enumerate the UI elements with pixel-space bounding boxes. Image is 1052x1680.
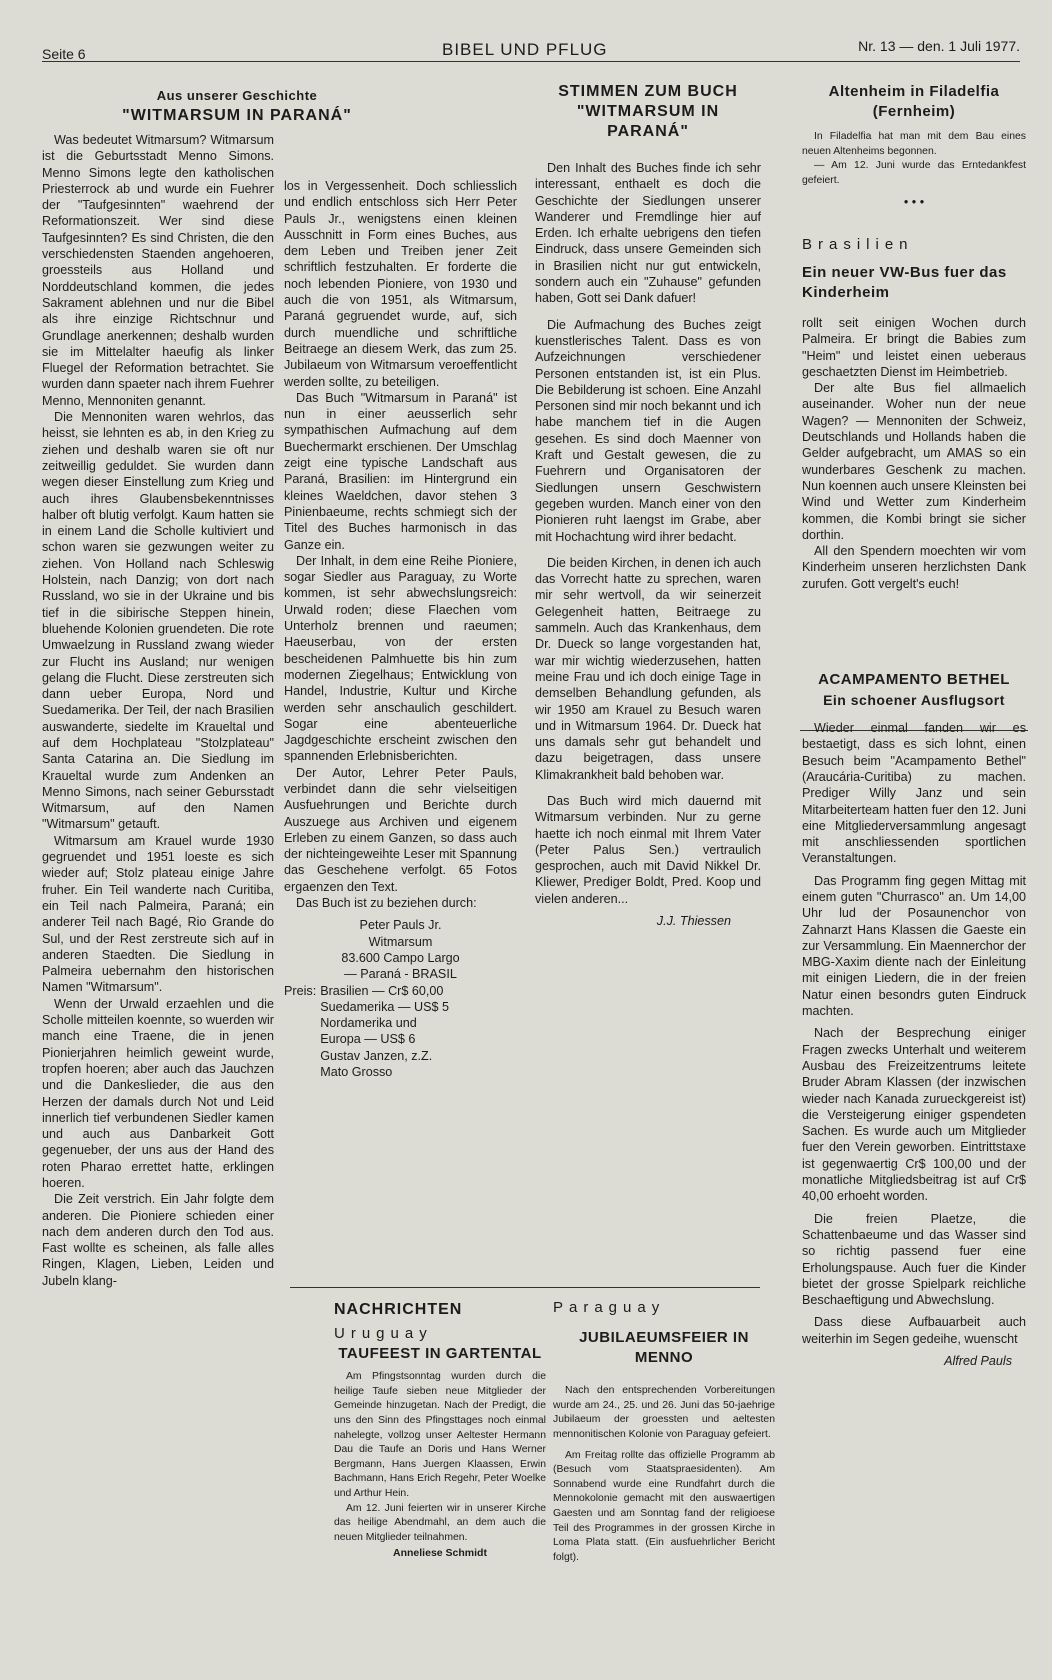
history-paragraph: Das Buch ist zu beziehen durch: (296, 896, 477, 911)
order-address-line: 83.600 Campo Largo (341, 950, 460, 965)
paraguay-paragraph: Am Freitag rollte das offizielle Programm ab (Besuch vom Staatspraesidenten). Am Sonnabend wurde eine Rundfahrt durch die Mennokolonie gemacht mit den auswaertigen Gaesten und am Sonntag fand der religioese Teil des Programmes in der grossen Kirche in Loma Plata statt. (Ein ausfuehrlicher Bericht folgt). (553, 1449, 775, 1563)
history-paragraph: Das Buch "Witmarsum in Paraná" ist nun in einer aeusserlich sehr sympathischen Aufmachung auf dem Buechermarkt erschienen. Der Umschlag zeigt eine typische Landschaft aus Paraná, Brasilien: im Hintergrund ein kleines Waeldchen, davor stehen 3 Pinienbaeume, rechts schmiegt sich der Titel des Buches harmonisch in das Ganze ein. (284, 390, 517, 552)
order-address-line: — Paraná - BRASIL (344, 967, 457, 982)
history-kicker: Aus unserer Geschichte (156, 88, 318, 103)
page-number: Seite 6 (42, 46, 86, 62)
altenheim-paragraph: — Am 12. Juni wurde das Erntedankfest gefeiert. (802, 160, 1026, 186)
paraguay-title: JUBILAEUMSFEIER IN MENNO (579, 1329, 749, 1367)
news-paragraph: Am 12. Juni feierten wir in unserer Kirche das heilige Abendmahl, an dem auch die neuen Mitglieder teilnahmen. (334, 1502, 546, 1543)
history-paragraph: Die Mennoniten waren wehrlos, das heisst, sie lehnten es ab, in den Krieg zu ziehen und deshalb waren sie oft nur zeitweillig geduldet. Sie wurden dann wegen dieser Einstellung zum Krieg und auch ihres Glaubensbekenntnisses halber oft blutig verfolgt. Kaum hatten sie in einem Land die Scholle kultiviert und schon waren sie gezwungen weiter zu ziehen. Von Holland nach Schleswig Holstein, nach Danzig; von dort nach Russland, wo sie in der Ukraine und bis tief in die sibirische Steppen hinein, bluehende Kolonien gruendeten. Die rote Umwaelzung in Russland zwang wieder zur Flucht ins Ausland; nur wenigen gelang die Flucht. Diese zerstreuten sich dann ueber Europa, Nord und Suedamerika. Der Teil, der nach Brasilien auswanderte, siedelte im Kraueltal und auf dem Hochplateau "Stolzplateau" Santa Catarina an. Die Siedlung im Kraueltal wurde zum Andenken an Menno Simons, nach seiner Gebursstadt Witmarsum, auf den Namen "Witmarsum" getauft. (42, 410, 274, 832)
paraguay-country: Paraguay (553, 1299, 666, 1316)
altenheim-title: Altenheim in Filadelfia (Fernheim) (828, 83, 1000, 120)
price-line: Nordamerika und (320, 1016, 417, 1031)
camp-subtitle: Ein schoener Ausflugsort (823, 692, 1005, 709)
news-signature: Anneliese Schmidt (393, 1547, 487, 1560)
camp-paragraph: Dass diese Aufbauarbeit auch weiterhin im Segen gedeihe, wuenscht (802, 1315, 1026, 1346)
news-paraguay (553, 1300, 775, 1565)
news-uruguay (334, 1300, 546, 1562)
camp-paragraph: Die freien Plaetze, die Schattenbaeume und das Wasser sind so richtig passend fuer eine Erholungspause. Auch fuer die Kinder bietet der grosse Spielpark reichliche Beschaeftigung und Abwechslung. (802, 1211, 1026, 1308)
publication-title: BIBEL UND PFLUG (442, 40, 608, 59)
camp-paragraph: Das Programm fing gegen Mittag mit einem guten "Churrasco" an. Um 14,00 Uhr lud der Posaunenchor von Zahnarzt Hans Klassen die Gaeste ein zur Versammlung. Ein Maennerchor der MBG-Xaxim diente nach der Einleitung mit einigen Liedern, die in der freien Natur einen besondrs guten Eindruck machten. (802, 873, 1026, 1019)
price-line: Suedamerika — US$ 5 (320, 999, 450, 1014)
history-paragraph: Der Autor, Lehrer Peter Pauls, verbindet dann die sehr vielseitigen Ausfuehrungen und Berichte durch Auszuege aus Archiven und eigenem Erleben zu einem Ganzen, so dass auch der nichteingeweihte Leser mit Spannung das Geschehene verfolgt. 65 Fotos ergaenzen den Text. (284, 765, 517, 894)
history-heading (72, 86, 402, 126)
right-column (802, 82, 1026, 1369)
voices-paragraph: Die Aufmachung des Buches zeigt kuenstlerisches Talent. Dass es von Aufzeichnungen verschiedener Personen entstanden ist, ist ein Plus. Die Bebilderung ist schoen. Eine Anzahl Personen sind mir noch bekannt und ich habe manchem tief in die Augen gesehen. Es sind doch Maenner von Kraft und Gestalt gewesen, die zu Fuehrern und Organisatoren der Siedlungen unsern Geschwistern gegeben wurden. Manch einer von den Pionieren ruht laengst im Grabe, aber mit Hochachtung wird ihrer bedacht. (535, 317, 761, 544)
camp-paragraph: Nach der Besprechung einiger Fragen zwecks Unterhalt und weiterem Ausbau des Freizeitzentrums leitete Bruder Abram Klassen (der inzwischen wieder nach Kanada zurueckgereist ist) die Versteigerung einiger gspendeten Sachen. Es wurde auch um Mitglieder fuer den Verein geworben. Eintrittstaxe ist gegenwaertig Cr$ 100,00 und der monatliche Mitgliedsbeitrag ist auf Cr$ 40,00 erhoeht worden. (802, 1026, 1026, 1204)
camp-title: ACAMPAMENTO BETHEL (818, 671, 1010, 689)
camp-paragraph: Wieder einmal fanden wir es bestaetigt, dass es sich lohnt, einen Besuch beim "Acampamento Bethel" (Araucária-Curitiba) zu machen. Prediger Willy Janz und sein Mitarbeiterteam hatten fuer den 12. Juni eine Mitgliederversammlung angesagt mit anschliessenden sportlichen Veranstaltungen. (802, 721, 1026, 866)
brasilien-title: Ein neuer VW-Bus fuer das Kinderheim (802, 263, 1007, 301)
separator-dots: • • • (903, 195, 925, 210)
brasilien-country: Brasilien (802, 235, 914, 253)
header-rule (42, 61, 1020, 62)
order-address (284, 917, 517, 982)
agent-line: Gustav Janzen, z.Z. (320, 1048, 433, 1063)
history-title: "WITMARSUM IN PARANÁ" (122, 107, 352, 124)
news-country: Uruguay (334, 1325, 433, 1342)
voices-paragraph: Den Inhalt des Buches finde ich sehr interessant, enthaelt es doch die Geschichte der Siedlungen unserer Wanderer und Fremdlinge hier auf Erden. Ich erhalte uebrigens den tiefen Eindruck, dass unsere Gemeinden sich in Brasilien nicht nur gut entwickeln, sondern auch ein "Zuhause" gefunden haben, Gott sei Dank dafuer! (535, 161, 761, 306)
voices-column (535, 82, 761, 929)
history-column-2 (284, 178, 517, 1080)
price-label: Preis: (284, 983, 317, 998)
price-line: Europa — US$ 6 (320, 1032, 416, 1047)
page-header (42, 38, 1020, 62)
section-divider (290, 1287, 760, 1288)
history-paragraph: Witmarsum am Krauel wurde 1930 gegruendet und 1951 loeste es sich wieder auf; Stolz plateau einige Jahre fruher. Ein Teil wanderte nach Curitiba, ein Teil nach Palmeira, Paraná; ein anderer Teil nach Bagé, Rio Grande do Sul, und der Rest zerstreute sich auf in anderen Staedten. Die Siedlung in Palmeira uebernahm den historischen Namen "Witmarsum". (42, 833, 274, 995)
brasilien-paragraph: Der alte Bus fiel allmaelich auseinander. Woher nun der neue Wagen? — Mennoniten der Schweiz, Deutschlands und Hollands haben die Gelder aufgebracht, um AMAS so ein wunderbares Geschenk zu machen. Nun koennen auch unsere Kleinsten bei Wind und Wetter zum Kinderheim kommen, die Kombi bringt sie sicher dorthin. (802, 381, 1026, 542)
brasilien-paragraph: All den Spendern moechten wir vom Kinderheim unseren herzlichsten Dank zurufen. Gott vergelt's euch! (802, 544, 1026, 591)
voices-paragraph: Das Buch wird mich dauernd mit Witmarsum verbinden. Nur zu gerne haette ich noch einmal mit Ihrem Vater (Peter Palus Sen.) vertraulich gesprochen, auch mit David Nikkel Dr. Kliewer, Prediger Boldt, Pred. Koop und vielen anderen... (535, 793, 761, 906)
history-paragraph: los in Vergessenheit. Doch schliesslich und endlich entschloss sich Herr Peter Pauls Jr., wenigstens einen kleinen Ausschnitt in Form eines Buches, aus dem Leben und Treiben jener Zeit schriftlich festzuhalten. Er forderte die noch lebenden Pioniere, von 1930 und auch die von 1951, als Witmarsum, Paraná gegruendet wurde, auf, sich durch muendliche und schriftliche Beitraege an diesem Werk, das zum 25. Jubilaeum von Witmarsum veroeffentlicht werden sollte, zu beteiligen. (284, 179, 517, 389)
altenheim-paragraph: In Filadelfia hat man mit dem Bau eines neuen Altenheims begonnen. (802, 131, 1026, 157)
agent-line: Mato Grosso (320, 1065, 393, 1080)
news-heading: NACHRICHTEN (334, 1301, 463, 1318)
order-address-line: Peter Pauls Jr. (359, 918, 442, 933)
order-address-line: Witmarsum (368, 934, 433, 949)
news-title: TAUFEEST IN GARTENTAL (338, 1345, 542, 1363)
news-paragraph: Am Pfingstsonntag wurden durch die heilige Taufe sieben neue Mitglieder der Gemeinde hinzugetan. Nach der Predigt, die uns den Sinn des Pfingsttages noch einmal nahelegte, vollzog unser Aeltester Hermann Dau die Taufe an Doris und Hans Werner Bergmann, Hans Juergen Klaassen, Erwin Bachmann, Hans Erich Regehr, Peter Woelke und Arthur Hein. (334, 1371, 546, 1500)
voices-paragraph: Die beiden Kirchen, in denen ich auch das Vorrecht hatte zu sprechen, waren mir sehr wertvoll, da wir seinerzeit Gelegenheit hatten, Beitraege zu sammeln. Auch das Krankenhaus, dem Dr. Dueck so lange vorgestanden hat, war mir wichtig wiederzusehen, hatten meine Frau und ich doch einige Tage in demselben Behandlung gefunden, als wir 1950 am Krauel zu Besuch waren und in Witmarsum 1964. Dr. Dueck hat uns damals sehr gut behandelt und dazu beigetragen, dass unsere Klimakrankheit bald behoben war. (535, 555, 761, 782)
brasilien-paragraph: rollt seit einigen Wochen durch Palmeira. Er bringt die Babies zum "Heim" und leistet einen ueberaus geschaetzten Dienst im Heimbetrieb. (802, 315, 1026, 379)
issue-date: Nr. 13 — den. 1 Juli 1977. (858, 38, 1020, 54)
history-paragraph: Wenn der Urwald erzaehlen und die Scholle mitteilen koennte, so wuerden wir manch eine Traene, die in jenen Pionierjahren heimlich geweint wurde, tropfen hoeren; aber auch das Jauchzen und die Dankeslieder, die aus den Herzen der damals durch Not und Leid innerlich tief verbundenen Siedler kamen und auch aus Danbarkeit Gott gegenueber, der uns aus der Hand des roten Pharao errettet hatte, erklingen hoeren. (42, 996, 274, 1190)
camp-signature: Alfred Pauls (944, 1354, 1012, 1368)
voices-signature: J.J. Thiessen (656, 914, 731, 929)
paraguay-paragraph: Nach den entsprechenden Vorbereitungen wurde am 24., 25. und 26. Juni das 50-jaehrige Jubilaeum der groessten und aeltesten mennonitischen Kolonie von Paraguay gefeiert. (553, 1385, 775, 1441)
price-line: Brasilien — Cr$ 60,00 (320, 983, 444, 998)
history-paragraph: Der Inhalt, in dem eine Reihe Pioniere, sogar Siedler aus Paraguay, zu Worte kommen, ist sehr abwechslungsreich: Urwald roden; diese Flaechen vom Unterholz brennen und raeumen; Haeuserbau, von der ersten bescheidenen Palmhuette bis hin zum modernen Ziegelhaus; Entwicklung von Handel, Industrie, Kultur und Kirche werden sehr anschaulich geschildert. Sogar eine abenteuerliche Jagdgeschichte erscheint zwischen den spannenden Erlebnisberichten. (284, 553, 517, 764)
history-paragraph: Die Zeit verstrich. Ein Jahr folgte dem anderen. Die Pioniere schieden einer nach dem anderen durch den Tod aus. Fast wollte es scheinen, als falle alles Ringen, Klagen, Lieben, Leiden und Jubeln klang- (42, 1192, 274, 1288)
price-list (284, 983, 453, 1081)
voices-title: STIMMEN ZUM BUCH "WITMARSUM IN PARANÁ" (558, 83, 738, 140)
history-paragraph: Was bedeutet Witmarsum? Witmarsum ist die Geburtsstadt Menno Simons. Menno Simons legte den katholischen Priesterrock ab und wurde ein Fuehrer der "Taufgesinnten" waehrend der Reformationszeit. Wer sind diese Taufgesinnten? Es sind Christen, die den verschiedensten Staenden angehoeren, groessteils aus Holland und Norddeutschland kommen, die jedes Sakrament ablehnen und nur die Bibel als ihre einzige Richtschnur und Grundlage anerkennen; deshalb wurden sie im Mittelalter haeufig als linker Fluegel der Reformation betrachtet. Sie wurden dann spaeter nach ihrem Fuehrer Menno, Mennoniten genannt. (42, 133, 274, 408)
